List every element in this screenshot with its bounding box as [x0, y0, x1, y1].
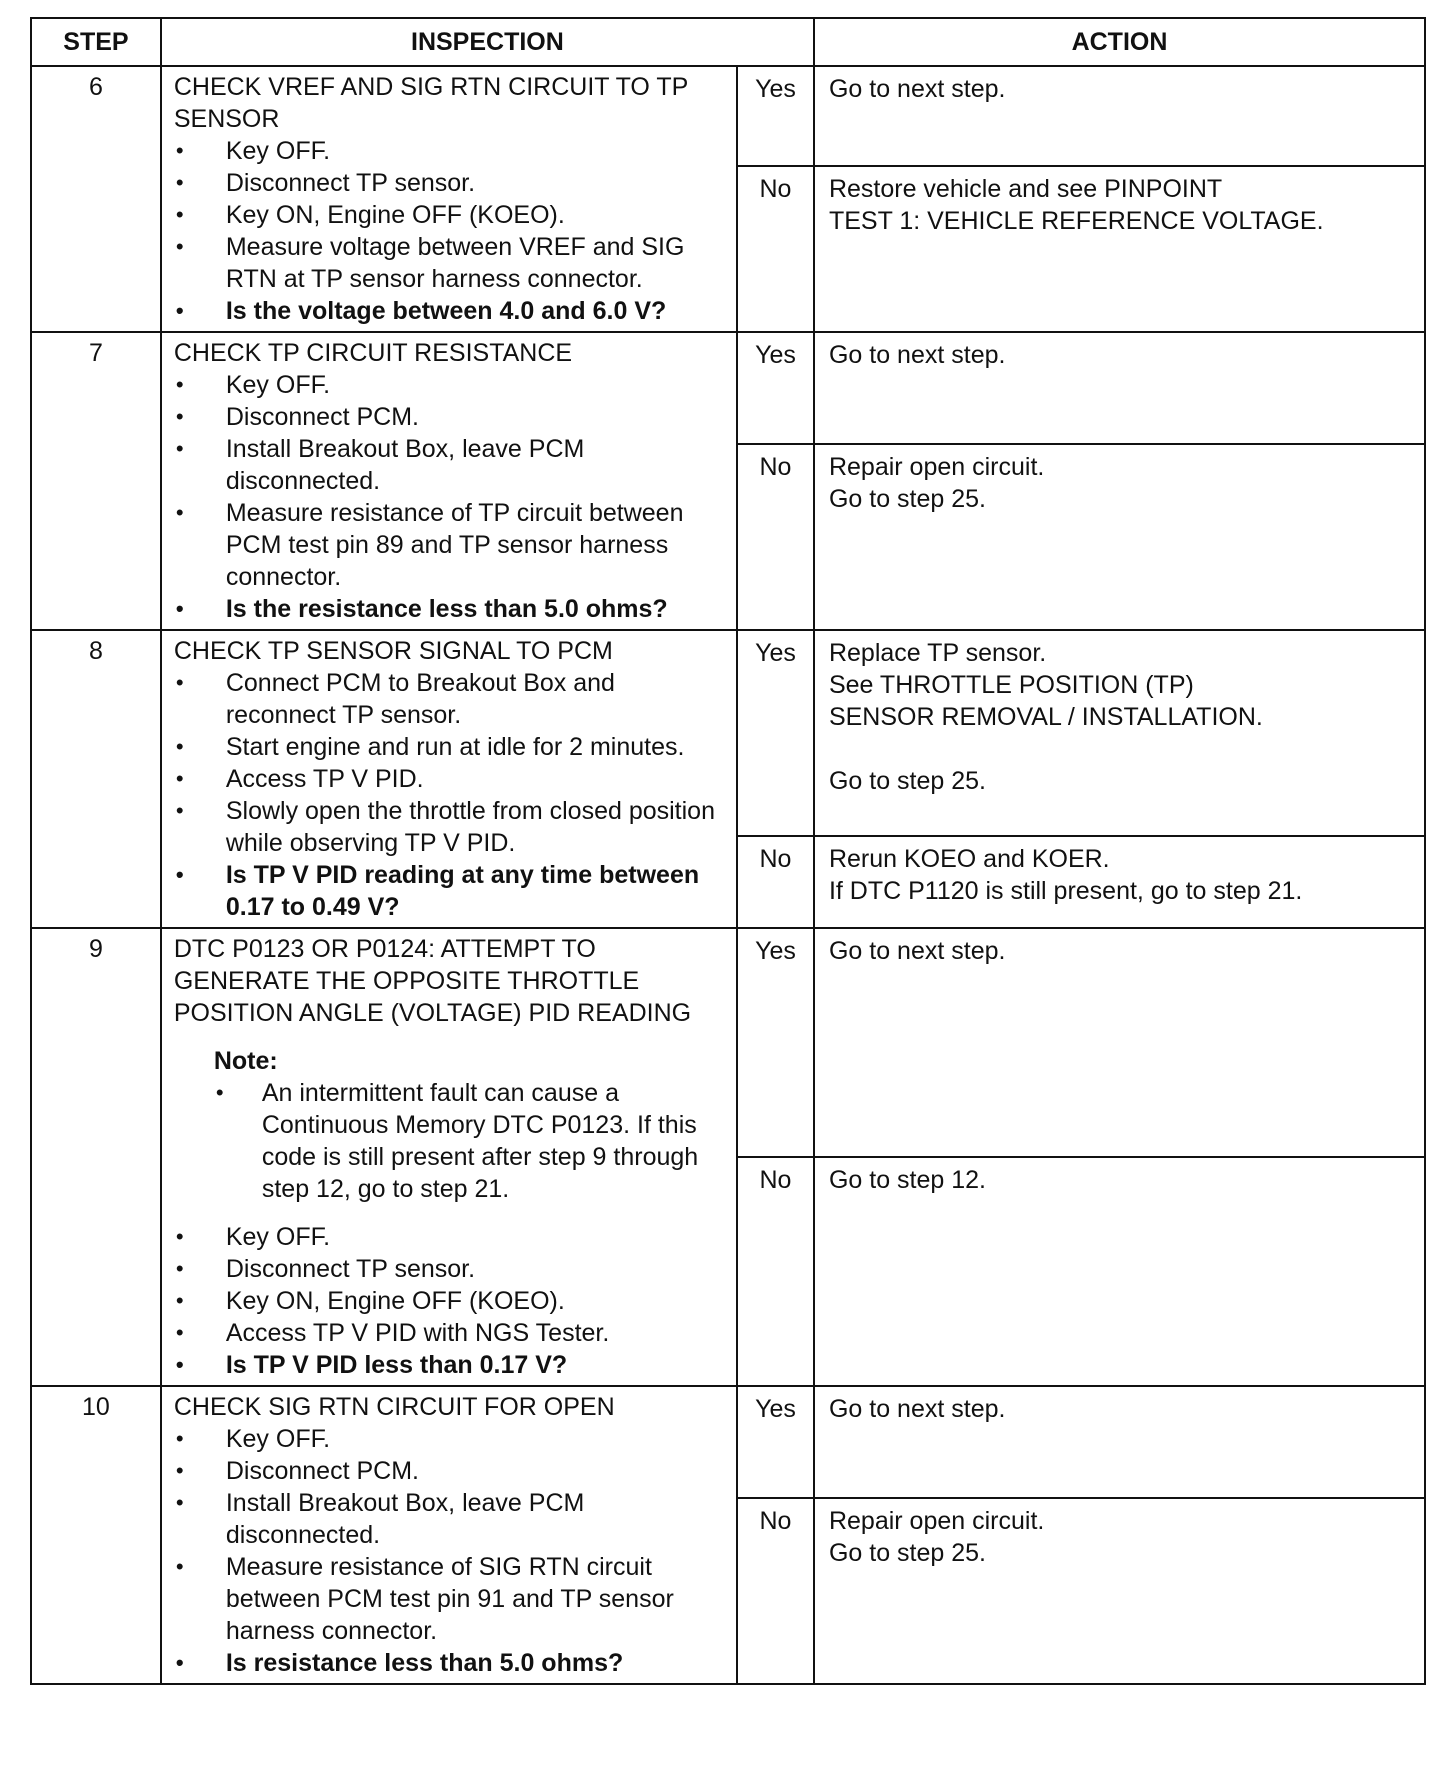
table-row	[31, 66, 1425, 166]
no-label: No	[737, 1157, 814, 1386]
inspection-title: CHECK TP SENSOR SIGNAL TO PCM	[173, 637, 613, 665]
list-item: • Access TP V PID.	[174, 763, 728, 795]
inspection-question: • Is resistance less than 5.0 ohms?	[174, 1647, 728, 1679]
inspection-title: CHECK SIG RTN CIRCUIT FOR OPEN	[173, 1393, 615, 1421]
yes-label: Yes	[737, 928, 814, 1157]
note-block	[214, 1045, 728, 1205]
action-line: SENSOR REMOVAL / INSTALLATION.	[828, 703, 1263, 731]
no-label: No	[737, 1498, 814, 1684]
inspection-question: • Is TP V PID reading at any time between 0.17 to 0.49 V?	[174, 859, 728, 923]
action-line: Repair open circuit.	[828, 453, 1045, 482]
no-action	[814, 1157, 1425, 1386]
action-line: Repair open circuit.	[828, 1507, 1045, 1536]
yes-label: Yes	[737, 332, 814, 444]
table-row	[31, 332, 1425, 444]
list-item: • Key OFF.	[174, 1423, 728, 1455]
list-item: • Connect PCM to Breakout Box and reconnect TP sensor.	[174, 667, 728, 731]
inspection-cell	[161, 332, 737, 630]
action-line: Go to next step.	[828, 75, 1006, 103]
no-action	[814, 444, 1425, 630]
inspection-title: CHECK VREF AND SIG RTN CIRCUIT TO TP SENSOR	[173, 73, 688, 133]
action-line: Rerun KOEO and KOER.	[828, 844, 1110, 873]
inspection-cell	[161, 66, 737, 332]
list-item: • Start engine and run at idle for 2 minutes.	[174, 731, 728, 763]
no-action	[814, 1498, 1425, 1684]
yes-action	[814, 332, 1425, 444]
note-label: Note:	[213, 1047, 278, 1075]
list-item: • Disconnect TP sensor.	[174, 167, 728, 199]
action-line: Replace TP sensor.	[828, 639, 1047, 667]
note-text: • An intermittent fault can cause a Continuous Memory DTC P0123. If this code is still present after step 9 through step 12, go to step 21.	[214, 1077, 728, 1205]
action-line: See THROTTLE POSITION (TP)	[828, 671, 1194, 699]
list-item: • Measure resistance of SIG RTN circuit between PCM test pin 91 and TP sensor harness connector.	[174, 1551, 728, 1647]
action-line: Go to step 25.	[828, 485, 986, 514]
table-row	[31, 928, 1425, 1157]
step-number: 9	[31, 928, 161, 1386]
step-number: 8	[31, 630, 161, 928]
note-bullets	[214, 1077, 728, 1205]
diagnostic-table	[30, 17, 1426, 1685]
table-row	[31, 1386, 1425, 1498]
inspection-header: INSPECTION	[161, 18, 814, 66]
list-item: • Install Breakout Box, leave PCM disconnected.	[174, 1487, 728, 1551]
inspection-title: CHECK TP CIRCUIT RESISTANCE	[173, 339, 573, 367]
list-item: • Key ON, Engine OFF (KOEO).	[174, 199, 728, 231]
list-item: • Measure voltage between VREF and SIG RTN at TP sensor harness connector.	[174, 231, 728, 295]
yes-action	[814, 630, 1425, 836]
yes-label: Yes	[737, 66, 814, 166]
action-line: Go to next step.	[828, 1395, 1006, 1423]
inspection-bullets	[174, 1423, 728, 1679]
list-item: • Access TP V PID with NGS Tester.	[174, 1317, 728, 1349]
table-row	[31, 630, 1425, 836]
list-item: • Install Breakout Box, leave PCM disconnected.	[174, 433, 728, 497]
action-line: TEST 1: VEHICLE REFERENCE VOLTAGE.	[828, 207, 1324, 236]
action-line: Restore vehicle and see PINPOINT	[828, 175, 1223, 204]
no-label: No	[737, 836, 814, 928]
no-label: No	[737, 444, 814, 630]
no-label: No	[737, 166, 814, 332]
step-header: STEP	[31, 18, 161, 66]
action-line: Go to step 12.	[828, 1166, 986, 1194]
inspection-cell	[161, 928, 737, 1386]
list-item: • Key OFF.	[174, 369, 728, 401]
inspection-question: • Is TP V PID less than 0.17 V?	[174, 1349, 728, 1381]
inspection-title: DTC P0123 OR P0124: ATTEMPT TO GENERATE THE OPPOSITE THROTTLE POSITION ANGLE (VOLTAGE) PID READING	[173, 935, 692, 1027]
inspection-question: • Is the voltage between 4.0 and 6.0 V?	[174, 295, 728, 327]
action-line: Go to next step.	[828, 937, 1006, 965]
yes-action	[814, 66, 1425, 166]
yes-action	[814, 928, 1425, 1157]
action-line: Go to step 25.	[828, 767, 986, 795]
list-item: • Key ON, Engine OFF (KOEO).	[174, 1285, 728, 1317]
list-item: • Disconnect PCM.	[174, 401, 728, 433]
action-line: Go to next step.	[828, 341, 1006, 369]
list-item: • Key OFF.	[174, 135, 728, 167]
list-item: • Key OFF.	[174, 1221, 728, 1253]
inspection-question: • Is the resistance less than 5.0 ohms?	[174, 593, 728, 625]
list-item: • Disconnect TP sensor.	[174, 1253, 728, 1285]
no-action	[814, 836, 1425, 928]
step-number: 7	[31, 332, 161, 630]
spacer	[829, 733, 1412, 765]
yes-action	[814, 1386, 1425, 1498]
yes-label: Yes	[737, 1386, 814, 1498]
inspection-bullets	[174, 1221, 728, 1381]
action-line: Go to step 25.	[828, 1539, 986, 1568]
yes-label: Yes	[737, 630, 814, 836]
inspection-cell	[161, 630, 737, 928]
inspection-bullets	[174, 135, 728, 327]
inspection-bullets	[174, 369, 728, 625]
step-number: 10	[31, 1386, 161, 1684]
table-header-row	[31, 18, 1425, 66]
list-item: • Measure resistance of TP circuit between PCM test pin 89 and TP sensor harness connector.	[174, 497, 728, 593]
list-item: • Slowly open the throttle from closed position while observing TP V PID.	[174, 795, 728, 859]
action-header: ACTION	[814, 18, 1425, 66]
inspection-bullets	[174, 667, 728, 923]
inspection-cell	[161, 1386, 737, 1684]
step-number: 6	[31, 66, 161, 332]
list-item: • Disconnect PCM.	[174, 1455, 728, 1487]
action-line: If DTC P1120 is still present, go to step 21.	[828, 876, 1303, 905]
no-action	[814, 166, 1425, 332]
